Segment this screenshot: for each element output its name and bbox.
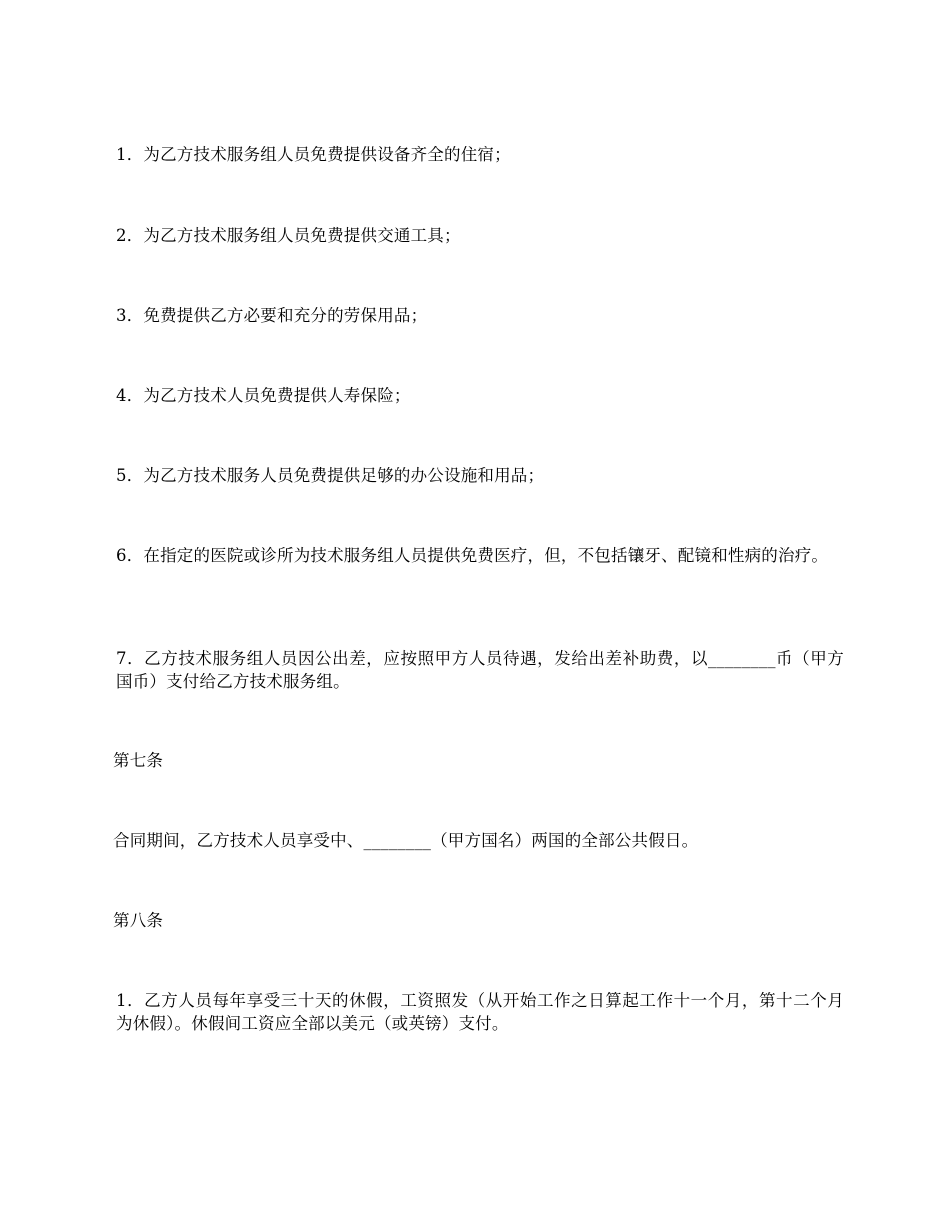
article-8-heading: 第八条 <box>113 911 164 930</box>
article-7-text: 合同期间，乙方技术人员享受中、________（甲方国名）两国的全部公共假日。 <box>113 831 699 850</box>
item-6: 6．在指定的医院或诊所为技术服务组人员提供免费医疗，但，不包括镶牙、配镜和性病的治疗。 <box>116 546 829 565</box>
item-5: 5．为乙方技术服务人员免费提供足够的办公设施和用品； <box>116 466 545 485</box>
item-1: 1．为乙方技术服务组人员免费提供设备齐全的住宿； <box>116 145 511 164</box>
item-7: 7．乙方技术服务组人员因公出差，应按照甲方人员待遇，发给出差补助费，以________币（甲方国币）支付给乙方技术服务组。 <box>116 649 844 691</box>
item-3: 3．免费提供乙方必要和充分的劳保用品； <box>116 306 428 325</box>
article-8-item-1: 1．乙方人员每年享受三十天的休假，工资照发（从开始工作之日算起工作十一个月，第十二个月为休假）。休假间工资应全部以美元（或英镑）支付。 <box>116 991 844 1033</box>
article-7-heading: 第七条 <box>113 751 164 770</box>
item-4: 4．为乙方技术人员免费提供人寿保险； <box>116 386 411 405</box>
item-2: 2．为乙方技术服务组人员免费提供交通工具； <box>116 226 461 245</box>
